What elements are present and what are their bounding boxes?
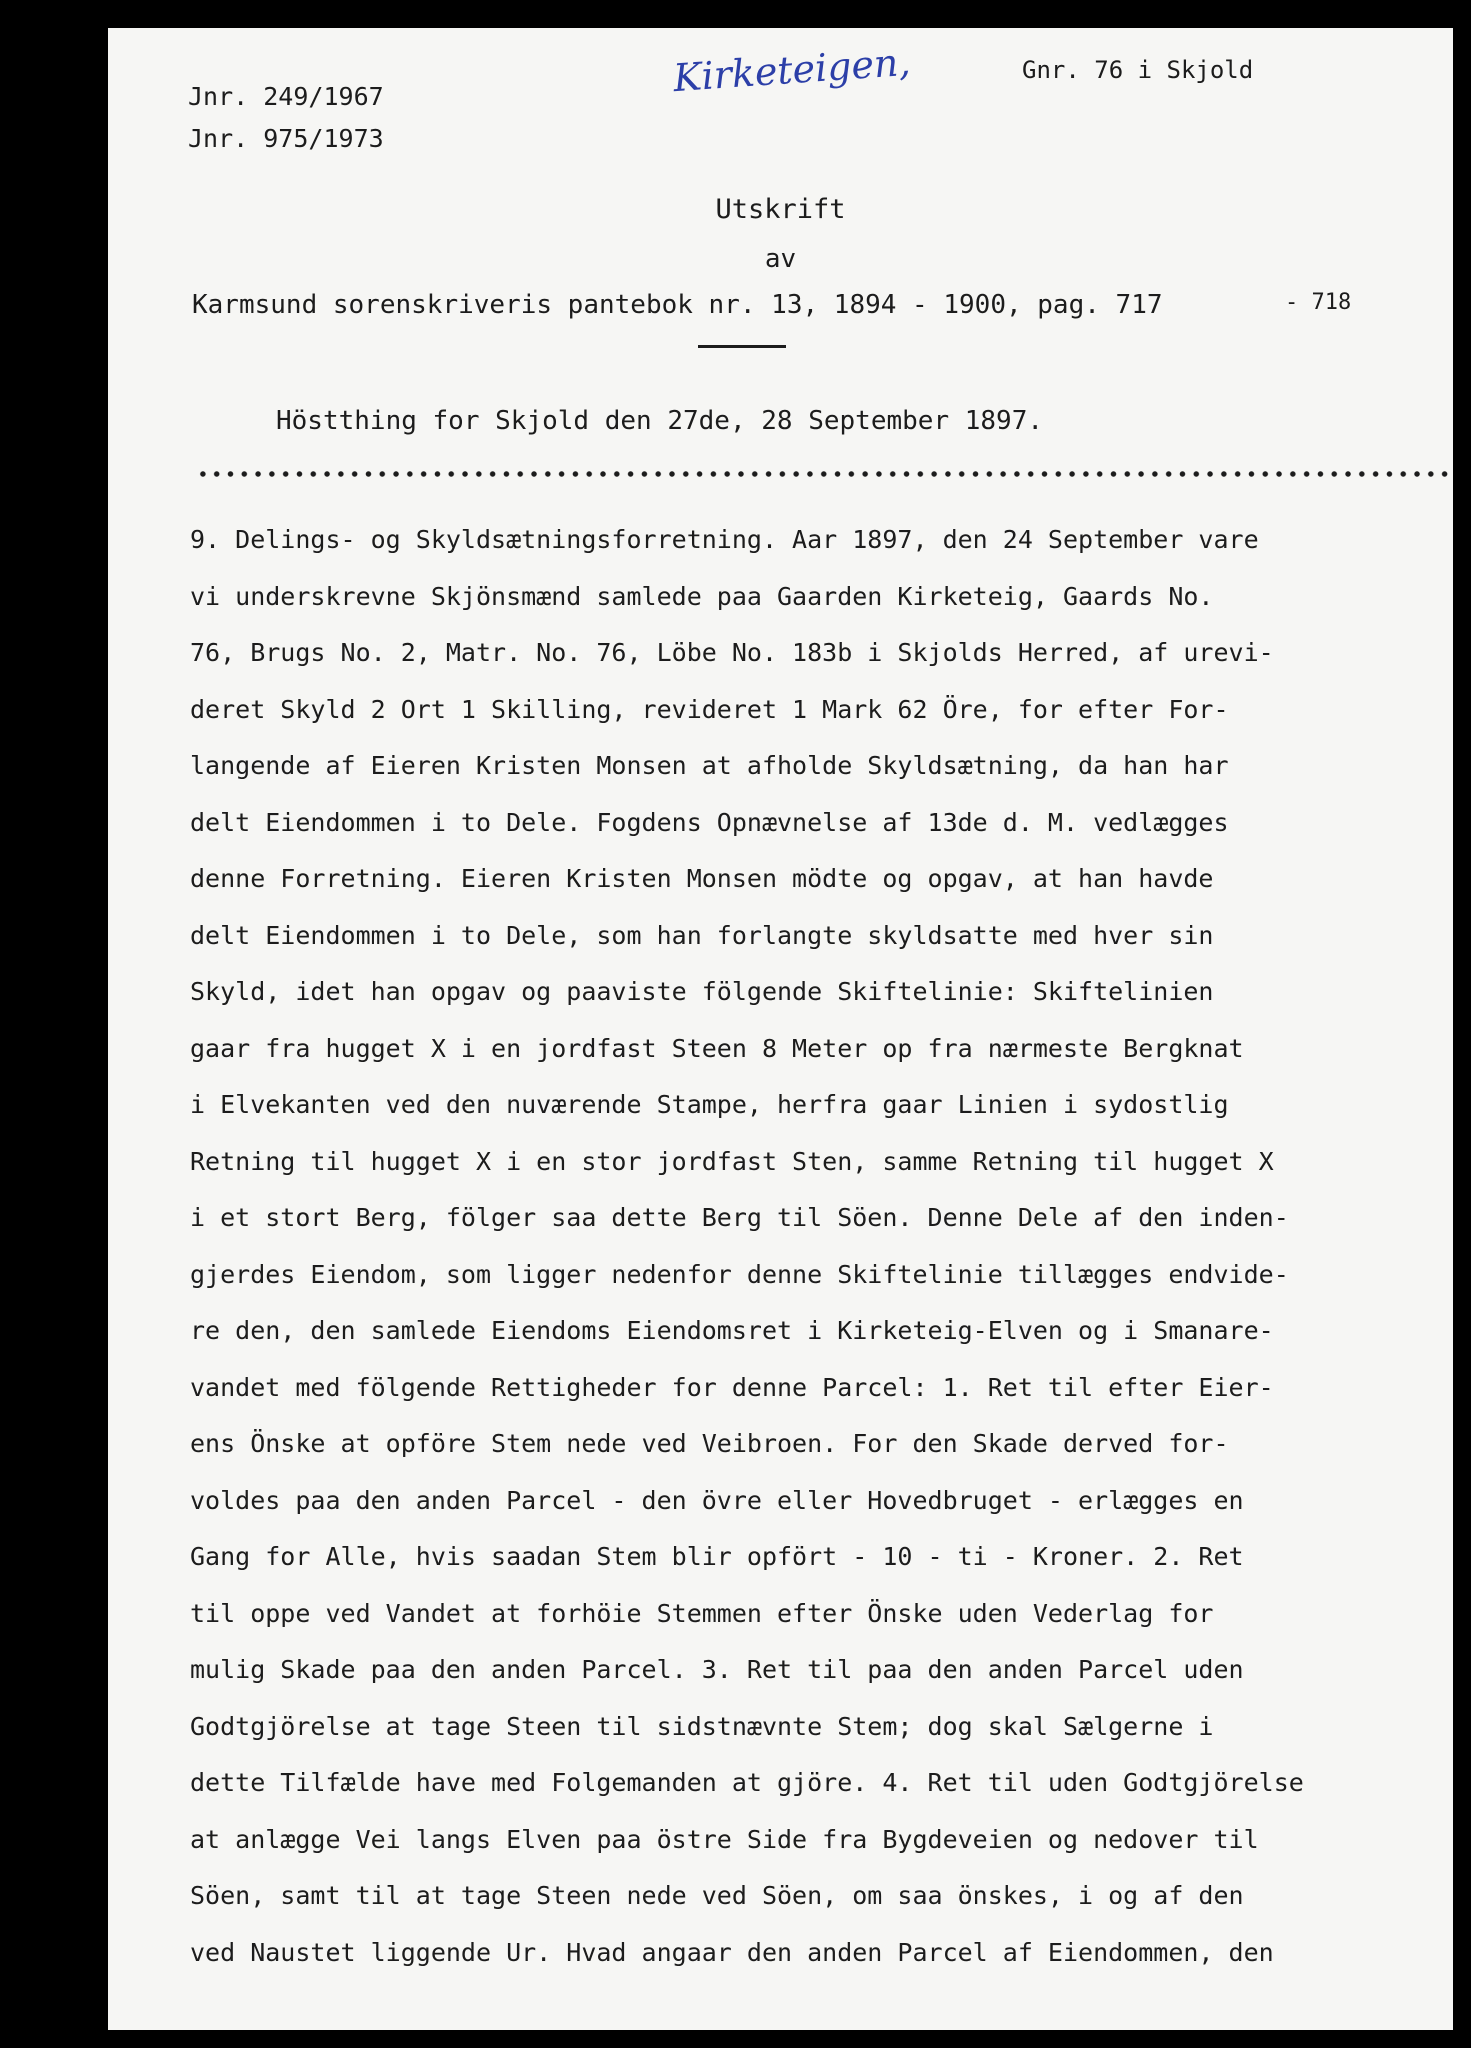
source-page-end: - 718: [1285, 290, 1352, 315]
body-line: vandet med fölgende Rettigheder for denne Parcel: 1. Ret til efter Eier-: [190, 1372, 1274, 1402]
journal-number-1967: Jnr. 249/1967: [188, 82, 384, 111]
body-line: 9. Delings- og Skyldsætningsforretning. Aar 1897, den 24 September vare: [190, 525, 1259, 554]
session-heading: Höstthing for Skjold den 27de, 28 September 1897.: [276, 406, 1044, 436]
body-line: Söen, samt til at tage Steen nede ved Söen, om saa önskes, i og af den: [190, 1881, 1244, 1910]
body-line: delt Eiendommen i to Dele. Fogdens Opnævnelse af 13de d. M. vedlægges: [190, 807, 1229, 837]
handwritten-farm-name: Kirketeigen,: [671, 39, 912, 101]
body-line: ved Naustet liggende Ur. Hvad angaar den anden Parcel af Eiendommen, den: [190, 1937, 1274, 1967]
journal-number-1973: Jnr. 975/1973: [188, 124, 384, 153]
dotted-separator: [196, 466, 1453, 482]
body-line: i et stort Berg, fölger saa dette Berg til Söen. Denne Dele af den inden-: [190, 1203, 1289, 1232]
title-utskrift: Utskrift: [715, 194, 846, 225]
title-underline: [698, 345, 786, 348]
body-line: i Elvekanten ved den nuværende Stampe, herfra gaar Linien i sydostlig: [190, 1090, 1229, 1119]
body-line: re den, den samlede Eiendoms Eiendomsret i Kirketeig-Elven og i Smanare-: [190, 1316, 1274, 1345]
body-line: denne Forretning. Eieren Kristen Monsen mödte og opgav, at han havde: [190, 864, 1214, 893]
body-line: Gang for Alle, hvis saadan Stem blir opfört - 10 - ti - Kroner. 2. Ret: [190, 1542, 1244, 1571]
document-page: [108, 28, 1453, 2030]
body-line: voldes paa den anden Parcel - den övre eller Hovedbruget - erlægges en: [190, 1485, 1244, 1515]
title-av: av: [764, 244, 797, 274]
deed-body-text: [190, 512, 1304, 1981]
body-line: mulig Skade paa den anden Parcel. 3. Ret til paa den anden Parcel uden: [190, 1655, 1244, 1684]
source-reference: Karmsund sorenskriveris pantebok nr. 13, 1894 - 1900, pag. 717: [192, 290, 1163, 320]
body-line: til oppe ved Vandet at forhöie Stemmen efter Önske uden Vederlag for: [190, 1598, 1214, 1628]
body-line: vi underskrevne Skjönsmænd samlede paa Gaarden Kirketeig, Gaards No.: [190, 581, 1214, 611]
body-line: dette Tilfælde have med Folgemanden at gjöre. 4. Ret til uden Godtgjörelse: [190, 1768, 1304, 1797]
body-line: Godtgjörelse at tage Steen til sidstnævnte Stem; dog skal Sælgerne i: [190, 1711, 1214, 1741]
body-line: Retning til hugget X i en stor jordfast Sten, samme Retning til hugget X: [190, 1146, 1274, 1176]
body-line: 76, Brugs No. 2, Matr. No. 76, Löbe No. 183b i Skjolds Herred, af urevi-: [190, 638, 1274, 667]
body-line: gaar fra hugget X i en jordfast Steen 8 Meter op fra nærmeste Bergknat: [190, 1033, 1244, 1063]
farm-number: Gnr. 76 i Skjold: [1022, 56, 1254, 84]
body-line: langende af Eieren Kristen Monsen at afholde Skyldsætning, da han har: [190, 751, 1229, 780]
body-line: delt Eiendommen i to Dele, som han forlangte skyldsatte med hver sin: [190, 920, 1214, 950]
body-line: ens Önske at opföre Stem nede ved Veibroen. For den Skade derved for-: [190, 1429, 1229, 1458]
body-line: at anlægge Vei langs Elven paa östre Side fra Bygdeveien og nedover til: [190, 1824, 1259, 1854]
body-line: deret Skyld 2 Ort 1 Skilling, revideret 1 Mark 62 Öre, for efter For-: [190, 694, 1229, 724]
body-line: gjerdes Eiendom, som ligger nedenfor denne Skiftelinie tillægges endvide-: [190, 1259, 1289, 1289]
body-line: Skyld, idet han opgav og paaviste fölgende Skiftelinie: Skiftelinien: [190, 977, 1214, 1006]
